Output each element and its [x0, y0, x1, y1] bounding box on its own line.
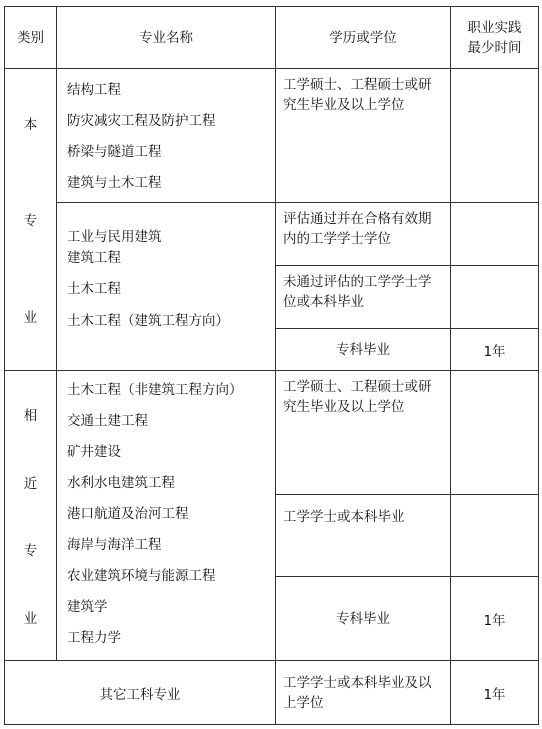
major-item: 结构工程 [67, 82, 121, 98]
category-char: 业 [23, 310, 38, 327]
major-item: 土木工程 [67, 281, 121, 297]
header-row [5, 7, 539, 69]
qualification-table [4, 6, 539, 725]
header-practice-line1: 职业实践 [467, 19, 522, 36]
years-cell: 1年 [451, 661, 539, 725]
category-char: 专 [23, 543, 38, 560]
major-item: 桥梁与隧道工程 [67, 144, 162, 160]
major-item: 建筑学 [67, 599, 108, 615]
major-item: 防灾减灾工程及防护工程 [67, 113, 216, 129]
years-cell [451, 495, 539, 577]
major-item: 农业建筑环境与能源工程 [67, 568, 216, 584]
category-related-major [5, 371, 57, 661]
major-item: 工程力学 [67, 630, 121, 646]
header-category: 类别 [5, 7, 57, 69]
degree-cell: 未通过评估的工学学士学位或本科毕业 [276, 266, 451, 329]
degree-cell: 专科毕业 [276, 577, 451, 661]
major-item: 水利水电建筑工程 [67, 475, 175, 491]
major-item: 交通土建工程 [67, 413, 148, 429]
degree-cell: 工学硕士、工程硕士或研究生毕业及以上学位 [276, 69, 451, 203]
major-item: 矿井建设 [67, 444, 121, 460]
major-item: 港口航道及治河工程 [67, 506, 189, 522]
header-degree: 学历或学位 [276, 7, 451, 69]
degree-cell: 工学学士或本科毕业及以上学位 [276, 661, 451, 725]
degree-cell: 专科毕业 [276, 329, 451, 371]
years-cell [451, 266, 539, 329]
years-cell [451, 371, 539, 495]
category-char: 相 [23, 408, 38, 425]
table-row [5, 203, 539, 266]
major-item: 土木工程（非建筑工程方向） [67, 382, 243, 398]
table-row [5, 371, 539, 495]
years-cell: 1年 [451, 577, 539, 661]
major-item: 工业与民用建筑 [67, 229, 162, 245]
degree-cell: 工学学士或本科毕业 [276, 495, 451, 577]
major-list [57, 203, 276, 371]
table-row [5, 69, 539, 203]
major-item: 建筑工程 [67, 250, 121, 266]
category-own-major [5, 69, 57, 371]
header-practice-line2: 最少时间 [467, 39, 522, 56]
header-practice-time [451, 7, 539, 69]
category-char: 近 [23, 475, 38, 492]
category-char: 业 [23, 610, 38, 627]
table-row [5, 661, 539, 725]
major-list [57, 371, 276, 661]
category-char: 专 [23, 213, 38, 230]
major-item: 土木工程（建筑工程方向） [67, 313, 229, 329]
header-major: 专业名称 [57, 7, 276, 69]
years-cell [451, 69, 539, 203]
major-item: 建筑与土木工程 [67, 175, 162, 191]
major-item: 海岸与海洋工程 [67, 537, 162, 553]
years-cell: 1年 [451, 329, 539, 371]
category-char: 本 [23, 116, 38, 133]
degree-cell: 工学硕士、工程硕士或研究生毕业及以上学位 [276, 371, 451, 495]
degree-cell: 评估通过并在合格有效期内的工学学士学位 [276, 203, 451, 266]
category-other-engineering: 其它工科专业 [5, 661, 276, 725]
major-list [57, 69, 276, 203]
years-cell [451, 203, 539, 266]
